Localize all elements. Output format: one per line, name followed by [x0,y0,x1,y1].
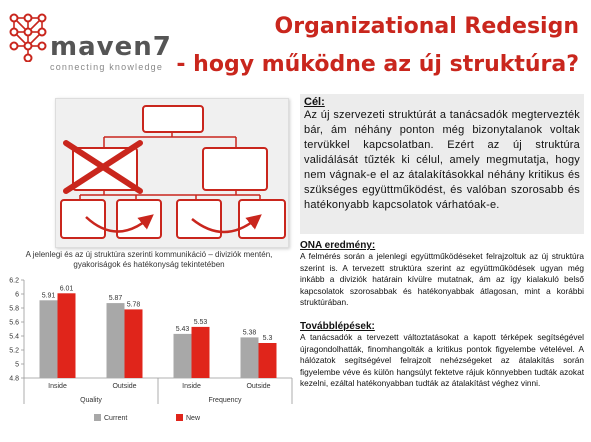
network-logo-icon [6,10,50,62]
x-group-label: Quality [80,397,102,404]
chart-title: A jelenlegi és az új struktúra szerinti kommunikáció – diviziók mentén, gyakoriságok és hatékonyság tekintetében [25,250,273,269]
x-tick-label: Outside [246,383,271,390]
bar-current [174,334,192,378]
next-steps-text: A tanácsadók a tervezett változtatásokat a kapott térképek segítségével újragondolhatták, finomhangolták a kritikus pontok figyelembe vételével. A hálózatok segítségével felrajzolt nehézségeket az átalakítás során figyelembe véve és külön hangsúlyt fektetve rájuk könnyebben tudták azokat kezelni, ezáltal hatékonyabban tudták az átalakítást véghez vinni. [300,332,584,388]
bar-new [58,293,76,378]
bar-current [107,303,125,378]
org-structure-diagram [55,98,289,248]
comparison-bar-chart [2,270,298,438]
goal-section [300,94,584,234]
ona-heading: ONA eredmény: [300,240,376,251]
curved-arrows-icon [56,99,288,247]
data-label: 5.87 [108,295,123,303]
y-tick-label: 6.2 [9,277,19,285]
data-label: 5.78 [126,301,141,309]
y-tick-label: 6 [15,291,19,299]
bar-current [241,337,259,378]
logo-wordmark: maven7 [50,32,172,62]
ona-result-section [300,240,584,309]
data-label: 5.43 [175,325,190,333]
bar-new [192,327,210,378]
legend-swatch-new [176,414,183,421]
y-tick-label: 5.8 [9,305,19,313]
logo-tagline: connecting knowledge [50,62,164,72]
ona-text: A felmérés során a jelenlegi együttműködéseket felrajzoltuk az új struktúra szerint is. A tervezett struktúra szerint az együttműködések ugyan még inkább a diviziók határain kívülre mutatnak, ám az így kialakuló belső kapcsolatok szorosabbak és hatékonyabbak átlagosan, mint a korábbi struktúrában. [300,251,584,307]
y-tick-label: 5.6 [9,319,19,327]
bar-new [125,309,143,378]
goal-text: Az új szervezeti struktúrát a tanácsadók megtervezték bár, ám néhány ponton még bizonytalanok voltak tervükkel kapcsolatban. Ezért az új struktúra validálását tűzték ki célul, amely megmutatja, hogy nem vágnak-e el az átalakításokkal néhány kritikus és szükséges együttműködést, és valóban szorosabb és hatékonyabb kapcsolatok várhatóak-e. [304,109,580,211]
data-label: 6.01 [59,285,74,293]
y-tick-label: 5.4 [9,333,19,341]
y-tick-label: 5 [15,361,19,369]
data-label: 5.91 [41,292,56,300]
legend-swatch-current [94,414,101,421]
y-tick-label: 5.2 [9,347,19,355]
page-subtitle: - hogy működne az új struktúra? [176,52,579,77]
x-tick-label: Inside [48,383,67,390]
x-group-label: Frequency [208,397,242,404]
data-label: 5.3 [262,335,273,342]
next-steps-heading: Továbblépések: [300,321,375,332]
data-label: 5.38 [242,329,257,337]
bar-current [40,300,58,378]
x-tick-label: Inside [182,383,201,390]
data-label: 5.53 [193,318,208,326]
legend-label-new: New [186,415,201,422]
goal-heading: Cél: [304,96,325,108]
x-tick-label: Outside [112,383,137,390]
page-title: Organizational Redesign [274,14,579,39]
bar-new [259,343,277,378]
next-steps-section [300,321,584,390]
legend-label-current: Current [104,415,128,422]
maven7-logo [6,6,176,70]
y-tick-label: 4.8 [9,375,19,383]
